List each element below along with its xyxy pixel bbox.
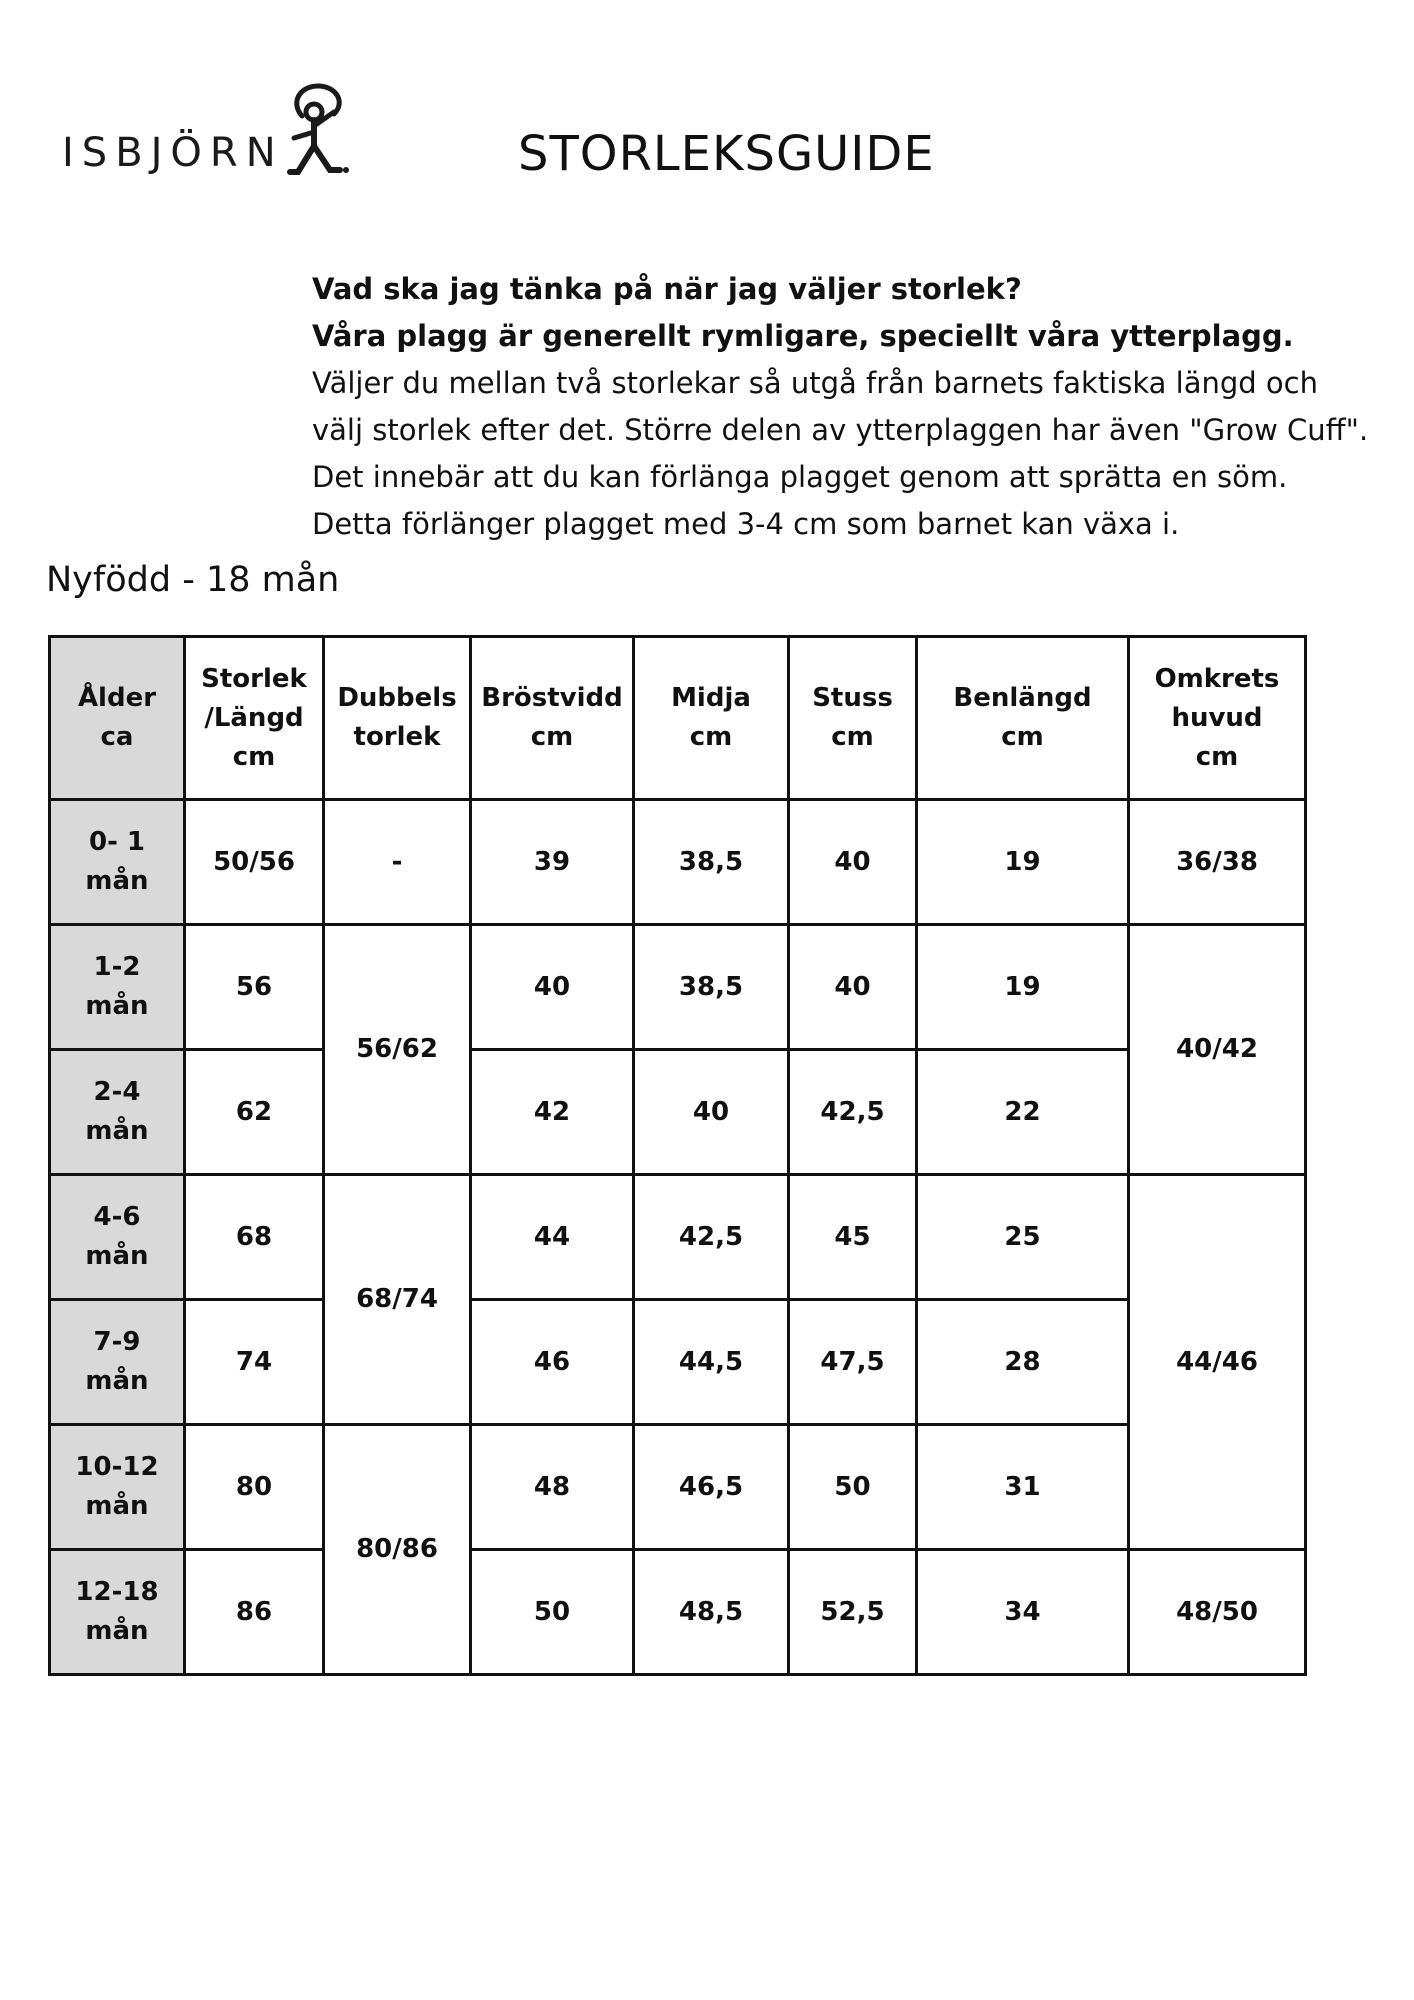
head-circumference-cell: 44/46: [1129, 1175, 1306, 1550]
table-row: [50, 1550, 1306, 1675]
table-row: [50, 800, 1306, 925]
size-cell: 68: [185, 1175, 324, 1300]
head-circumference-cell: 40/42: [1129, 925, 1306, 1175]
leg-length-cell: 19: [917, 800, 1129, 925]
age-cell: 2-4 mån: [50, 1050, 185, 1175]
age-cell: 10-12 mån: [50, 1425, 185, 1550]
chest-cell: 40: [471, 925, 634, 1050]
table-row: [50, 1300, 1306, 1425]
hip-cell: 42,5: [789, 1050, 917, 1175]
section-title: Nyfödd - 18 mån: [46, 560, 340, 600]
intro-text: [312, 266, 1372, 548]
head-circumference-cell: 48/50: [1129, 1550, 1306, 1675]
header-waist: Midja cm: [634, 637, 789, 800]
waist-cell: 40: [634, 1050, 789, 1175]
leg-length-cell: 25: [917, 1175, 1129, 1300]
hip-cell: 45: [789, 1175, 917, 1300]
chest-cell: 46: [471, 1300, 634, 1425]
chest-cell: 50: [471, 1550, 634, 1675]
chest-cell: 48: [471, 1425, 634, 1550]
chest-cell: 39: [471, 800, 634, 925]
waist-cell: 38,5: [634, 800, 789, 925]
age-cell: 0- 1 mån: [50, 800, 185, 925]
header-chest: Bröstvidd cm: [471, 637, 634, 800]
hip-cell: 40: [789, 800, 917, 925]
size-cell: 56: [185, 925, 324, 1050]
size-cell: 50/56: [185, 800, 324, 925]
header-age: Ålder ca: [50, 637, 185, 800]
header-double-size: Dubbels torlek: [324, 637, 471, 800]
waist-cell: 48,5: [634, 1550, 789, 1675]
chest-cell: 44: [471, 1175, 634, 1300]
header-hip: Stuss cm: [789, 637, 917, 800]
size-cell: 86: [185, 1550, 324, 1675]
table-header-row: [50, 637, 1306, 800]
polar-bear-climber-logo-icon: [280, 82, 352, 182]
table-row: [50, 925, 1306, 1050]
hip-cell: 50: [789, 1425, 917, 1550]
intro-bold-statement: Våra plagg är generellt rymligare, speciellt våra ytterplagg.: [312, 319, 1294, 353]
size-table: [48, 635, 1307, 1676]
waist-cell: 44,5: [634, 1300, 789, 1425]
leg-length-cell: 31: [917, 1425, 1129, 1550]
brand-logo: [62, 82, 352, 182]
table-row: [50, 1425, 1306, 1550]
double-size-cell: -: [324, 800, 471, 925]
leg-length-cell: 34: [917, 1550, 1129, 1675]
header-size: Storlek /Längd cm: [185, 637, 324, 800]
head-circumference-cell: 36/38: [1129, 800, 1306, 925]
double-size-cell: 68/74: [324, 1175, 471, 1425]
size-cell: 74: [185, 1300, 324, 1425]
brand-wordmark: ISBJÖRN: [62, 130, 284, 176]
intro-question: Vad ska jag tänka på när jag väljer storlek?: [312, 272, 1022, 306]
age-cell: 1-2 mån: [50, 925, 185, 1050]
chest-cell: 42: [471, 1050, 634, 1175]
intro-paragraph: Väljer du mellan två storlekar så utgå från barnets faktiska längd och välj storlek efter det. Större delen av ytterplaggen har även "Grow Cuff". Det innebär att du kan förlänga plagget genom att sprätta en söm. Detta förlänger plagget med 3-4 cm som barnet kan växa i.: [312, 366, 1369, 541]
age-cell: 7-9 mån: [50, 1300, 185, 1425]
size-cell: 80: [185, 1425, 324, 1550]
leg-length-cell: 22: [917, 1050, 1129, 1175]
header-leg-length: Benlängd cm: [917, 637, 1129, 800]
header-head-circumference: Omkrets huvud cm: [1129, 637, 1306, 800]
hip-cell: 47,5: [789, 1300, 917, 1425]
size-cell: 62: [185, 1050, 324, 1175]
table-row: [50, 1175, 1306, 1300]
double-size-cell: 56/62: [324, 925, 471, 1175]
leg-length-cell: 19: [917, 925, 1129, 1050]
waist-cell: 46,5: [634, 1425, 789, 1550]
hip-cell: 52,5: [789, 1550, 917, 1675]
page-title: STORLEKSGUIDE: [518, 126, 935, 182]
leg-length-cell: 28: [917, 1300, 1129, 1425]
double-size-cell: 80/86: [324, 1425, 471, 1675]
age-cell: 4-6 mån: [50, 1175, 185, 1300]
table-row: [50, 1050, 1306, 1175]
age-cell: 12-18 mån: [50, 1550, 185, 1675]
waist-cell: 42,5: [634, 1175, 789, 1300]
hip-cell: 40: [789, 925, 917, 1050]
waist-cell: 38,5: [634, 925, 789, 1050]
